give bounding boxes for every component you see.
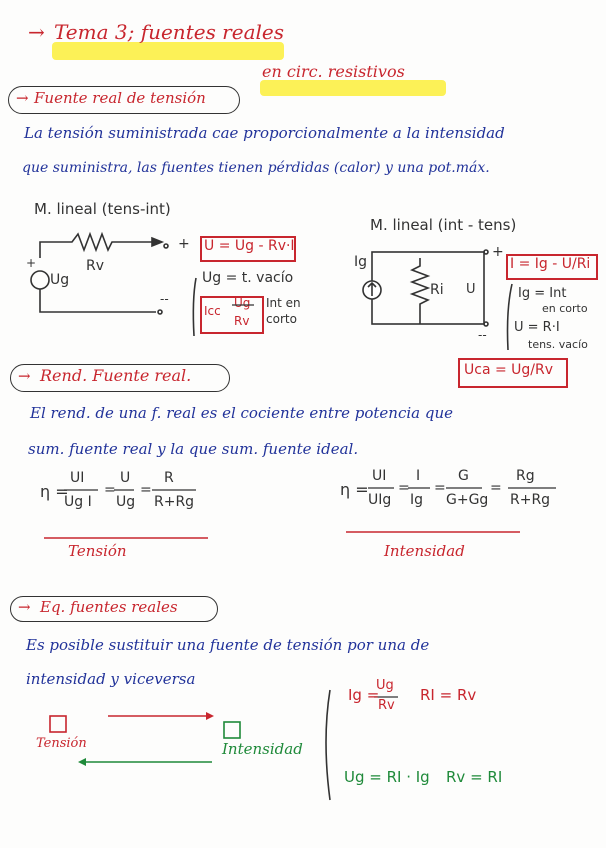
intensidad-resistor-label: Ri <box>430 282 444 298</box>
eta-i-f3-den: G+Gg <box>446 492 489 508</box>
tension-source-plus: + <box>26 256 37 270</box>
eq-left-label: Tensión <box>36 736 87 751</box>
intensidad-plus-terminal: + <box>492 244 504 260</box>
tension-eq-vacio: Ug = t. vacío <box>202 270 294 286</box>
tension-para-line2: que suministra, las fuentes tienen pérdidas (calor) y una pot.máx. <box>22 160 490 176</box>
rend-heading: Rend. Fuente real. <box>40 366 192 385</box>
eq-para-line2: intensidad y viceversa <box>26 670 196 688</box>
eta-i-f2-num: I <box>416 468 421 484</box>
eq-heading-arrow: → <box>18 598 31 616</box>
eq1-lhs: Ig = <box>348 686 380 704</box>
eta-i-f4-den: R+Rg <box>510 492 551 508</box>
eq2-rhs: Rv = RI <box>446 768 503 786</box>
eta-t-f2-num: U <box>120 470 131 486</box>
eq2-lhs: Ug = RI · Ig <box>344 768 430 786</box>
icc-note-line1: Int en <box>266 296 301 310</box>
label-tension-efficiency: Tensión <box>68 542 127 560</box>
intensidad-minus-terminal: -- <box>478 328 487 342</box>
tension-eq-main: U = Ug - Rv·I <box>204 238 295 254</box>
tension-heading-arrow: → <box>16 89 29 107</box>
eta-i-f3-num: G <box>458 468 469 484</box>
eq1-denominator: Rv <box>378 698 395 713</box>
icc-note-line2: corto <box>266 312 297 326</box>
eq-right-label: Intensidad <box>222 740 303 758</box>
icc-lhs: Icc <box>204 304 221 318</box>
eta-i-eq3: = <box>434 480 446 496</box>
rend-heading-arrow: → <box>18 367 31 385</box>
eq-heading: Eq. fuentes reales <box>40 598 178 616</box>
eta-i-eq2: = <box>398 480 410 496</box>
intensidad-model-label: M. lineal (int - tens) <box>370 216 517 234</box>
eta-t-f1-num: UI <box>70 470 85 486</box>
eta-intensidad: η = <box>340 480 369 499</box>
eq-para-line1: Es posible sustituir una fuente de tensión por una de <box>26 636 430 654</box>
eta-i-f1-den: UIg <box>368 492 392 508</box>
eta-t-f3-den: R+Rg <box>154 494 195 510</box>
tension-plus-terminal: + <box>178 236 190 252</box>
eq1-numerator: Ug <box>376 678 394 693</box>
intensidad-eq-main: I = Ig - U/Ri <box>510 256 591 272</box>
eta-i-f2-den: Ig <box>410 492 424 508</box>
eta-t-f2-den: Ug <box>116 494 136 510</box>
eta-t-f3-num: R <box>164 470 174 486</box>
rend-para-line2: sum. fuente real y la que sum. fuente ideal. <box>28 440 359 458</box>
tension-minus-terminal: -- <box>160 292 169 306</box>
label-intensidad-efficiency: Intensidad <box>384 542 465 560</box>
intensidad-eq-ig-note: en corto <box>542 302 588 315</box>
page-subtitle: en circ. resistivos <box>262 62 405 81</box>
tension-model-label: M. lineal (tens-int) <box>34 200 171 218</box>
page-title: Tema 3; fuentes reales <box>54 20 284 44</box>
icc-denominator: Rv <box>234 314 250 328</box>
eta-tension: η = <box>40 482 69 501</box>
eta-t-f1-den: Ug I <box>64 494 92 510</box>
eta-i-eq4: = <box>490 480 502 496</box>
eta-t-eq3: = <box>140 482 152 498</box>
title-arrow: → <box>28 20 45 44</box>
intensidad-eq-u: U = R·I <box>514 320 560 335</box>
tension-resistor-label: Rv <box>86 258 105 274</box>
tension-para-line1: La tensión suministrada cae proporcionalmente a la intensidad <box>24 124 505 142</box>
intensidad-eq-u-note: tens. vacío <box>528 338 588 351</box>
eta-i-f4-num: Rg <box>516 468 535 484</box>
tension-heading: Fuente real de tensión <box>34 89 206 107</box>
eq1-rhs: RI = Rv <box>420 686 477 704</box>
rend-para-line1: El rend. de una f. real es el cociente entre potencia que <box>30 404 454 422</box>
eta-i-f1-num: UI <box>372 468 387 484</box>
tension-source-label: Ug <box>50 272 70 288</box>
uca-equation: Uca = Ug/Rv <box>464 362 554 378</box>
intensidad-eq-ig: Ig = Int <box>518 286 567 301</box>
icc-numerator: Ug <box>234 296 251 310</box>
intensidad-voltage-label: U <box>466 282 476 297</box>
intensidad-source-label: Ig <box>354 254 368 270</box>
eta-t-eq2: = <box>104 482 116 498</box>
